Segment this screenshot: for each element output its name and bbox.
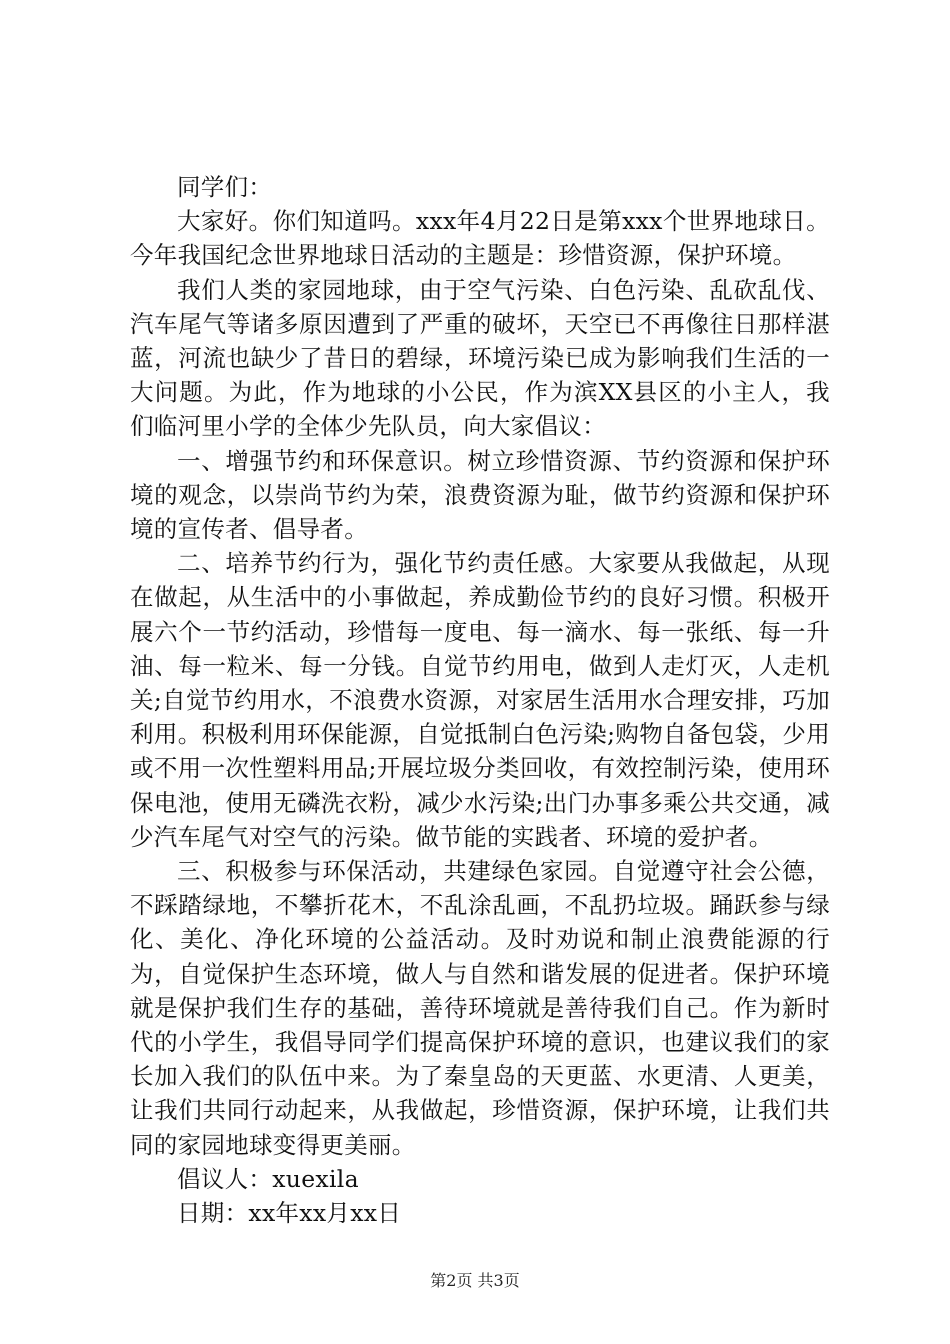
background-paragraph: 我们人类的家园地球，由于空气污染、白色污染、乱砍乱伐、汽车尾气等诸多原因遭到了严重的破坏，天空已不再像往日那样湛蓝，河流也缺少了昔日的碧绿，环境污染已成为影响我们生活的一大问题。为此，作为地球的小公民，作为滨XX县区的小主人，我们临河里小学的全体少先队员，向大家倡议： [130,275,830,441]
document-body [130,170,830,1230]
proposal-two-paragraph: 二、培养节约行为，强化节约责任感。大家要从我做起，从现在做起，从生活中的小事做起，养成勤俭节约的良好习惯。积极开展六个一节约活动，珍惜每一度电、每一滴水、每一张纸、每一升油、每一粒米、每一分钱。自觉节约用电，做到人走灯灭，人走机关;自觉节约用水，不浪费水资源，对家居生活用水合理安排，巧加利用。积极利用环保能源，自觉抵制白色污染;购物自备包袋，少用或不用一次性塑料用品;开展垃圾分类回收，有效控制污染，使用环保电池，使用无磷洗衣粉，减少水污染;出门办事多乘公共交通，减少汽车尾气对空气的污染。做节能的实践者、环境的爱护者。 [130,549,830,851]
intro-paragraph: 大家好。你们知道吗。xxx年4月22日是第xxx个世界地球日。今年我国纪念世界地球日活动的主题是：珍惜资源，保护环境。 [130,207,830,270]
signer-line: 倡议人：xuexila [177,1164,359,1193]
date-line: 日期：xx年xx月xx日 [177,1199,402,1228]
proposal-one-paragraph: 一、增强节约和环保意识。树立珍惜资源、节约资源和保护环境的观念，以崇尚节约为荣，浪费资源为耻，做节约资源和保护环境的宣传者、倡导者。 [130,446,830,544]
proposal-three-paragraph: 三、积极参与环保活动，共建绿色家园。自觉遵守社会公德，不踩踏绿地，不攀折花木，不乱涂乱画，不乱扔垃圾。踊跃参与绿化、美化、净化环境的公益活动。及时劝说和制止浪费能源的行为，自觉保护生态环境，做人与自然和谐发展的促进者。保护环境就是保护我们生存的基础，善待环境就是善待我们自己。作为新时代的小学生，我倡导同学们提高保护环境的意识，也建议我们的家长加入我们的队伍中来。为了秦皇岛的天更蓝、水更清、人更美，让我们共同行动起来，从我做起，珍惜资源，保护环境，让我们共同的家园地球变得更美丽。 [130,857,830,1159]
greeting-paragraph: 同学们： [177,173,273,201]
page-number-footer: 第2页 共3页 [430,1271,520,1290]
